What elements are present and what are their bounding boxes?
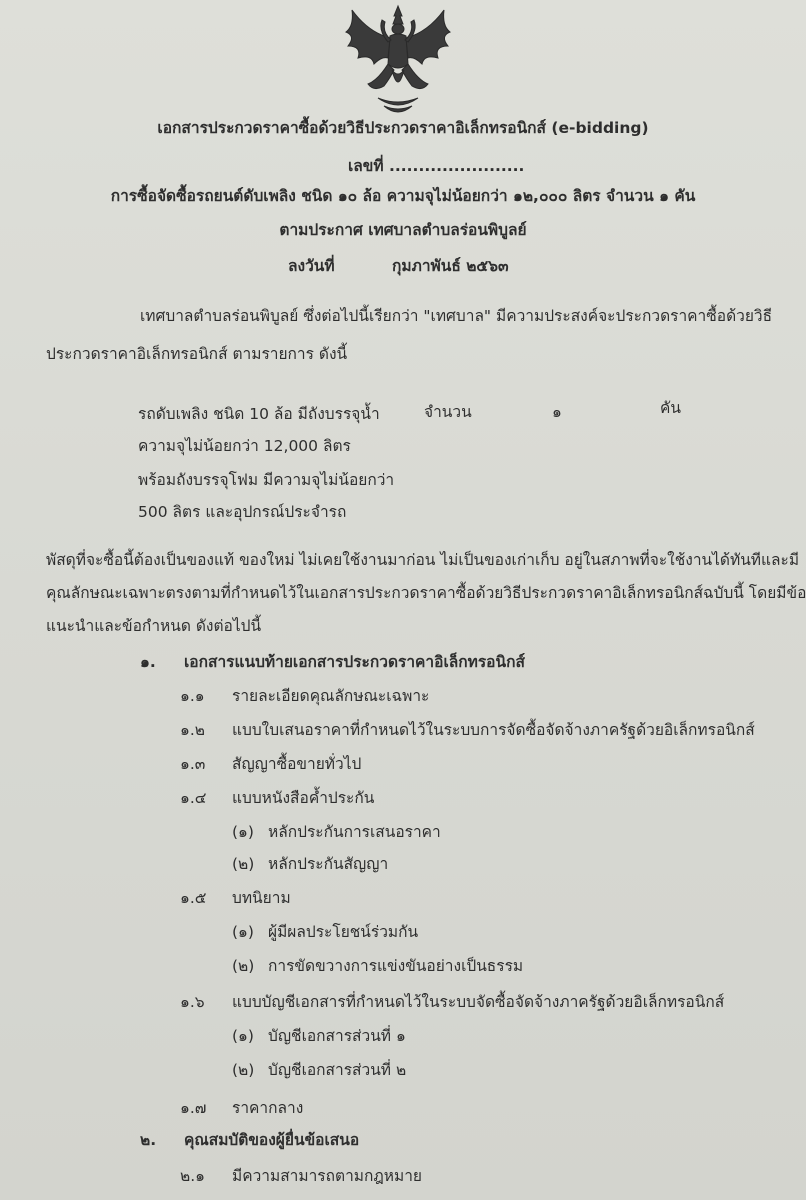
section-1-number: ๑. xyxy=(140,653,156,671)
section-1-6-1-number: (๑) xyxy=(232,1027,254,1045)
section-1-6-1-text: บัญชีเอกสารส่วนที่ ๑ xyxy=(268,1027,406,1045)
section-1-4-2-number: (๒) xyxy=(232,855,255,873)
section-1-1-text: รายละเอียดคุณลักษณะเฉพาะ xyxy=(232,687,430,705)
terms-line: แนะนำและข้อกำหนด ดังต่อไปนี้ xyxy=(46,617,262,635)
section-1-3-number: ๑.๓ xyxy=(180,755,206,773)
section-1-title: เอกสารแนบท้ายเอกสารประกวดราคาอิเล็กทรอนิกส์ xyxy=(184,653,525,671)
terms-line: คุณลักษณะเฉพาะตรงตามที่กำหนดไว้ในเอกสารประกวดราคาซื้อด้วยวิธีประกวดราคาอิเล็กทรอนิกส์ฉบับนี้ โดยมีข้อ xyxy=(46,584,806,602)
item-quantity-label: จำนวน xyxy=(424,403,472,421)
announcement-line: ตามประกาศ เทศบาลตำบลร่อนพิบูลย์ xyxy=(279,221,527,239)
section-1-4-2-text: หลักประกันสัญญา xyxy=(268,855,389,873)
section-1-7-text: ราคากลาง xyxy=(232,1099,304,1117)
item-description-line: รถดับเพลิง ชนิด 10 ล้อ มีถังบรรจุน้ำ xyxy=(138,405,380,423)
section-1-5-1-number: (๑) xyxy=(232,923,254,941)
terms-line: พัสดุที่จะซื้อนี้ต้องเป็นของแท้ ของใหม่ ไม่เคยใช้งานมาก่อน ไม่เป็นของเก่าเก็บ อยู่ในสภาพที่จะใช้งานได้ทันทีและมี xyxy=(46,551,800,569)
section-1-6-number: ๑.๖ xyxy=(180,993,205,1011)
item-description-line: 500 ลิตร และอุปกรณ์ประจำรถ xyxy=(138,503,347,521)
section-2-title: คุณสมบัติของผู้ยื่นข้อเสนอ xyxy=(184,1131,360,1149)
document-number: เลขที่ ....................... xyxy=(348,157,525,175)
section-1-4-text: แบบหนังสือค้ำประกัน xyxy=(232,789,375,807)
section-2-1-text: มีความสามารถตามกฎหมาย xyxy=(232,1167,423,1185)
section-1-5-number: ๑.๕ xyxy=(180,889,207,907)
section-1-4-1-number: (๑) xyxy=(232,823,254,841)
section-1-4-1-text: หลักประกันการเสนอราคา xyxy=(268,823,441,841)
item-description-line: พร้อมถังบรรจุโฟม มีความจุไม่น้อยกว่า xyxy=(138,471,395,489)
section-1-2-number: ๑.๒ xyxy=(180,721,205,739)
section-1-7-number: ๑.๗ xyxy=(180,1099,207,1117)
section-1-1-number: ๑.๑ xyxy=(180,687,205,705)
date-value: กุมภาพันธ์ ๒๕๖๓ xyxy=(392,257,509,275)
date-label: ลงวันที่ xyxy=(288,257,335,275)
section-1-6-2-text: บัญชีเอกสารส่วนที่ ๒ xyxy=(268,1061,407,1079)
section-1-5-text: บทนิยาม xyxy=(232,889,291,907)
section-1-6-text: แบบบัญชีเอกสารที่กำหนดไว้ในระบบจัดซื้อจัดจ้างภาครัฐด้วยอิเล็กทรอนิกส์ xyxy=(232,993,725,1011)
section-1-6-2-number: (๒) xyxy=(232,1061,255,1079)
section-1-5-2-number: (๒) xyxy=(232,957,255,975)
document-title: เอกสารประกวดราคาซื้อด้วยวิธีประกวดราคาอิเล็กทรอนิกส์ (e-bidding) xyxy=(157,119,649,137)
item-unit: คัน xyxy=(660,399,681,417)
intro-line-2: ประกวดราคาอิเล็กทรอนิกส์ ตามรายการ ดังนี้ xyxy=(46,345,348,363)
section-2-number: ๒. xyxy=(140,1131,157,1149)
section-2-1-number: ๒.๑ xyxy=(180,1167,205,1185)
section-1-5-2-text: การขัดขวางการแข่งขันอย่างเป็นธรรม xyxy=(268,957,524,975)
section-1-4-number: ๑.๔ xyxy=(180,789,207,807)
section-1-3-text: สัญญาซื้อขายทั่วไป xyxy=(232,755,362,773)
intro-line-1: เทศบาลตำบลร่อนพิบูลย์ ซึ่งต่อไปนี้เรียกว่า "เทศบาล" มีความประสงค์จะประกวดราคาซื้อด้วยวิธี xyxy=(140,307,773,325)
section-1-2-text: แบบใบเสนอราคาที่กำหนดไว้ในระบบการจัดซื้อจัดจ้างภาครัฐด้วยอิเล็กทรอนิกส์ xyxy=(232,721,755,739)
garuda-emblem-icon xyxy=(338,2,458,122)
document-subject: การซื้อจัดซื้อรถยนต์ดับเพลิง ชนิด ๑๐ ล้อ ความจุไม่น้อยกว่า ๑๒,๐๐๐ ลิตร จำนวน ๑ คัน xyxy=(110,187,696,205)
item-description-line: ความจุไม่น้อยกว่า 12,000 ลิตร xyxy=(138,437,351,455)
item-quantity: ๑ xyxy=(552,403,562,421)
section-1-5-1-text: ผู้มีผลประโยชน์ร่วมกัน xyxy=(268,923,419,941)
